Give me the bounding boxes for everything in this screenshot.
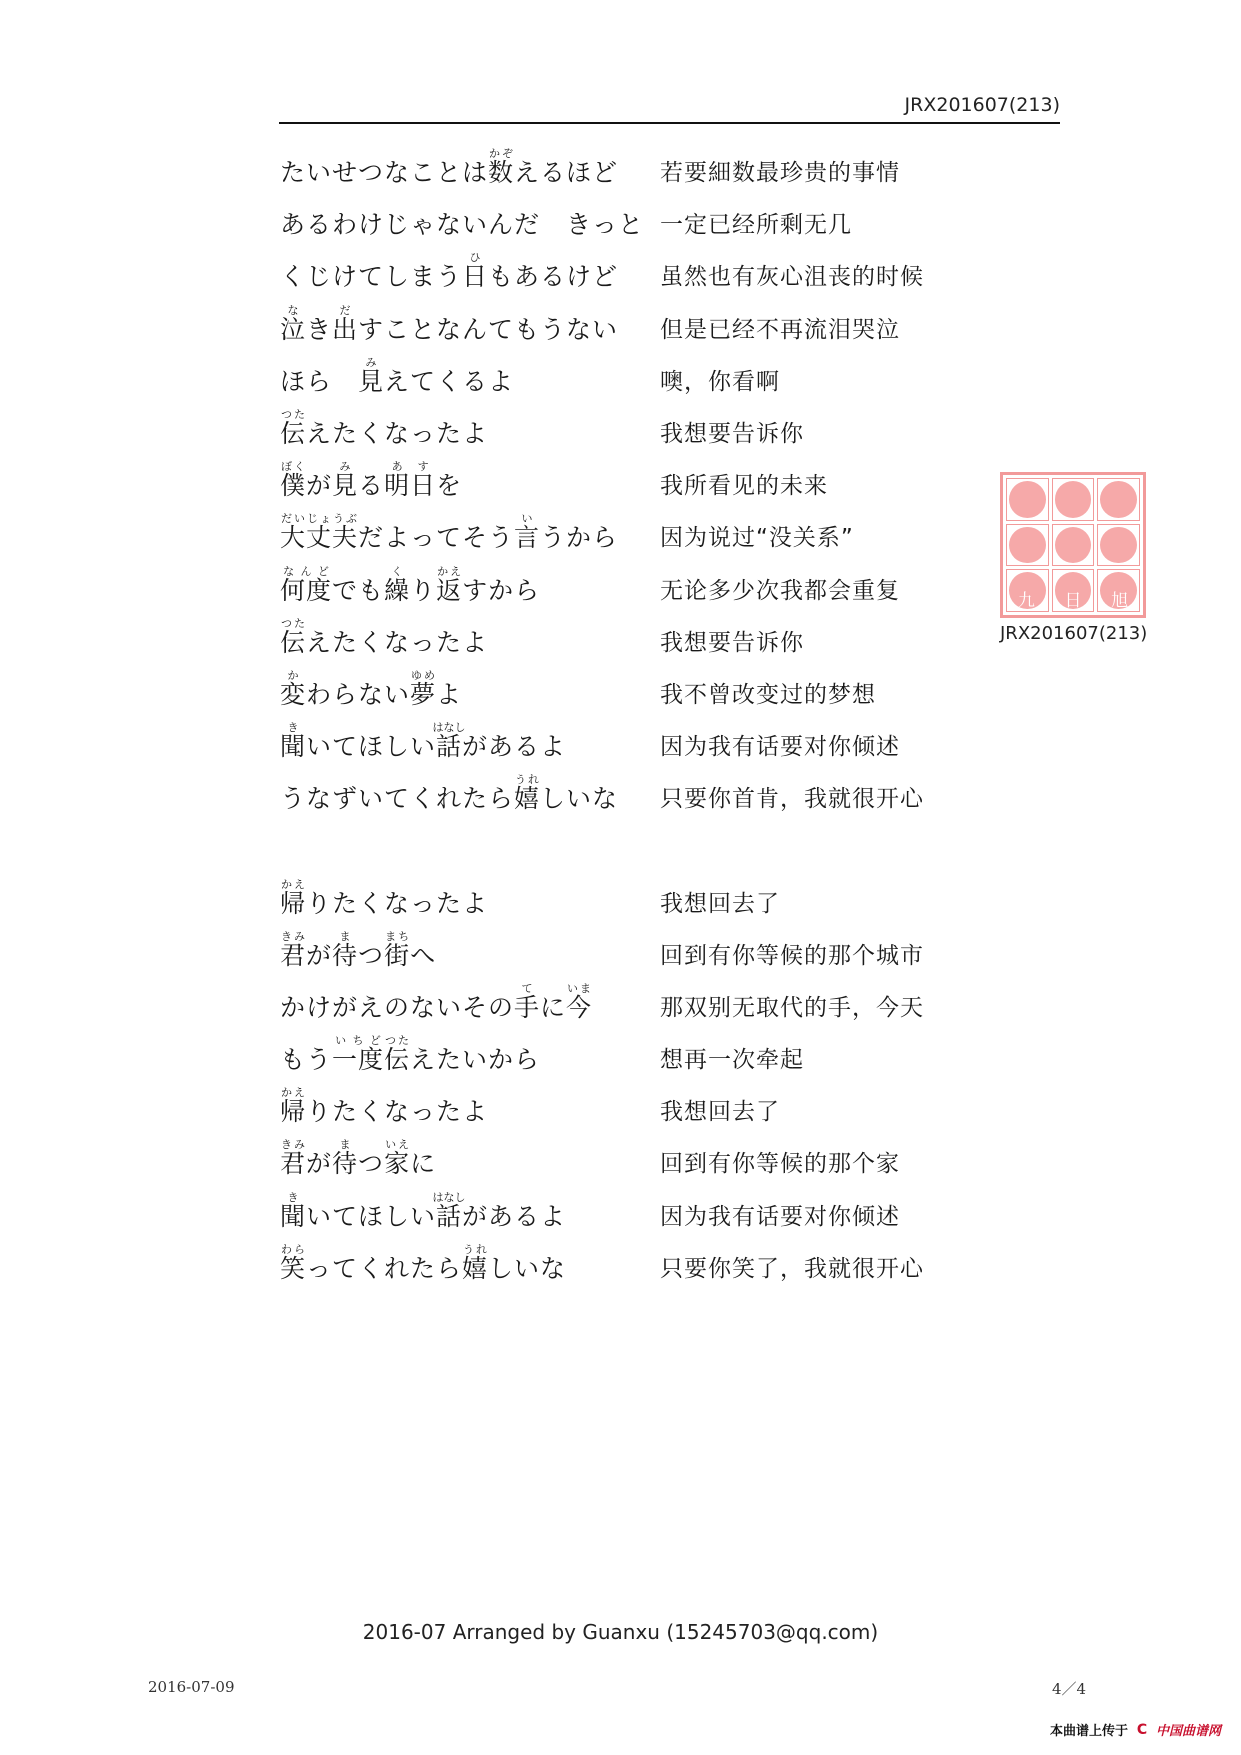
furigana-word: 見み xyxy=(358,356,385,396)
seal-cell xyxy=(1006,524,1049,567)
lyric-japanese: ほら 見みえてくるよ xyxy=(280,356,515,396)
furigana-reading: いま xyxy=(566,982,593,995)
lyric-line xyxy=(280,299,1000,345)
lyric-japanese: 伝つたえたくなったよ xyxy=(280,617,489,657)
furigana-reading: はなし xyxy=(432,721,466,734)
furigana-reading: て xyxy=(514,982,541,995)
furigana-word: 待ま xyxy=(332,1138,359,1178)
furigana-reading: き xyxy=(280,1191,306,1204)
seal-cell xyxy=(1052,524,1095,567)
lyric-line xyxy=(280,925,1000,971)
lyric-japanese: くじけてしまう日ひもあるけど xyxy=(280,251,619,291)
lyric-japanese: 僕ぼくが見みる明日あすを xyxy=(280,460,463,500)
furigana-reading: だいじょうぶ xyxy=(280,512,359,525)
furigana-reading: み xyxy=(332,460,359,473)
furigana-word: 笑わら xyxy=(280,1243,307,1283)
lyric-line xyxy=(280,403,1000,449)
lyric-chinese: 我想回去了 xyxy=(660,891,780,917)
lyric-japanese: 伝つたえたくなったよ xyxy=(280,408,489,448)
lyric-chinese: 回到有你等候的那个家 xyxy=(660,1151,900,1177)
seal-dot xyxy=(1055,481,1092,518)
lyric-line xyxy=(280,560,1000,606)
lyric-line xyxy=(280,246,1000,292)
furigana-reading: かえ xyxy=(436,565,463,578)
furigana-word: 僕ぼく xyxy=(280,460,307,500)
furigana-word: 日ひ xyxy=(462,251,489,291)
furigana-reading: だ xyxy=(332,304,359,317)
arranger-credit: 2016-07 Arranged by Guanxu (15245703@qq.com) xyxy=(362,1620,879,1644)
furigana-word: 何度なんど xyxy=(280,565,333,605)
furigana-word: 帰かえ xyxy=(280,1086,307,1126)
furigana-reading: かえ xyxy=(280,1086,307,1099)
furigana-word: 話はなし xyxy=(432,721,466,761)
furigana-reading: き xyxy=(280,721,306,734)
furigana-reading: ぼく xyxy=(280,460,307,473)
lyric-chinese: 那双别无取代的手，今天 xyxy=(660,995,924,1021)
footer-date: 2016-07-09 xyxy=(148,1678,235,1696)
lyric-line xyxy=(280,977,1000,1023)
furigana-word: 変か xyxy=(280,669,307,709)
lyric-chinese: 我想回去了 xyxy=(660,1099,780,1125)
furigana-reading: きみ xyxy=(280,930,307,943)
lyric-line xyxy=(280,716,1000,762)
furigana-reading: か xyxy=(280,669,306,682)
furigana-word: 一度いちど xyxy=(332,1034,385,1074)
furigana-word: 伝つた xyxy=(280,408,307,448)
lyric-chinese: 因为说过“没关系” xyxy=(660,525,854,551)
furigana-word: 返かえ xyxy=(436,565,463,605)
seal-dot xyxy=(1100,527,1137,564)
furigana-word: 帰かえ xyxy=(280,878,307,918)
furigana-reading: わら xyxy=(280,1243,307,1256)
furigana-reading: つた xyxy=(280,408,307,421)
lyric-line xyxy=(280,142,1000,188)
furigana-word: 明日あす xyxy=(384,460,437,500)
seal-cell xyxy=(1006,478,1049,521)
furigana-reading: ま xyxy=(332,930,359,943)
lyric-line xyxy=(280,1029,1000,1075)
furigana-word: 話はなし xyxy=(432,1191,466,1231)
lyric-japanese: うなずいてくれたら嬉うれしいな xyxy=(280,773,619,813)
furigana-word: 今いま xyxy=(566,982,593,1022)
lyric-line xyxy=(280,1133,1000,1179)
lyric-japanese: 君きみが待まつ街まちへ xyxy=(280,930,437,970)
lyric-chinese: 一定已经所剩无几 xyxy=(660,212,852,238)
furigana-reading: ゆめ xyxy=(410,669,437,682)
lyric-japanese: 笑わらってくれたら嬉うれしいな xyxy=(280,1243,567,1283)
lyric-chinese: 因为我有话要对你倾述 xyxy=(660,1204,900,1230)
lyric-chinese: 因为我有话要对你倾述 xyxy=(660,734,900,760)
lyric-japanese: たいせつなことは数かぞえるほど xyxy=(280,147,619,187)
seal-stamp xyxy=(1000,472,1146,618)
lyric-japanese: 聞きいてほしい話はなしがあるよ xyxy=(280,1191,567,1231)
lyric-line xyxy=(280,194,1000,240)
lyric-line xyxy=(280,873,1000,919)
seal-cell xyxy=(1097,478,1140,521)
seal-dot xyxy=(1009,527,1046,564)
furigana-word: 聞き xyxy=(280,1191,307,1231)
lyric-chinese: 我想要告诉你 xyxy=(660,421,804,447)
lyric-chinese: 但是已经不再流泪哭泣 xyxy=(660,317,900,343)
lyric-chinese: 噢，你看啊 xyxy=(660,369,780,395)
furigana-reading: なんど xyxy=(280,565,332,578)
furigana-reading: つた xyxy=(280,617,307,630)
lyric-chinese: 我不曾改变过的梦想 xyxy=(660,682,876,708)
seal-dot xyxy=(1009,481,1046,518)
furigana-reading: はなし xyxy=(432,1191,466,1204)
furigana-reading: ま xyxy=(332,1138,359,1151)
lyric-japanese: 変かわらない夢ゆめよ xyxy=(280,669,463,709)
furigana-reading: いちど xyxy=(332,1034,385,1047)
lyric-line xyxy=(280,1238,1000,1284)
lyric-line xyxy=(280,455,1000,501)
lyric-japanese: 帰かえりたくなったよ xyxy=(280,1086,489,1126)
furigana-word: 街まち xyxy=(384,930,411,970)
furigana-reading: い xyxy=(514,512,541,525)
furigana-word: 見み xyxy=(332,460,359,500)
furigana-word: 伝つた xyxy=(280,617,307,657)
lyric-line xyxy=(280,1186,1000,1232)
lyric-japanese: 君きみが待まつ家いえに xyxy=(280,1138,437,1178)
seal-cell xyxy=(1052,478,1095,521)
lyric-chinese: 想再一次牵起 xyxy=(660,1047,804,1073)
furigana-word: 数かぞ xyxy=(488,147,515,187)
header-rule xyxy=(279,122,1060,124)
lyric-chinese: 只要你首肯，我就很开心 xyxy=(660,786,924,812)
lyric-line xyxy=(280,612,1000,658)
furigana-reading: あす xyxy=(384,460,437,473)
furigana-reading: うれ xyxy=(514,773,541,786)
seal-character: 九 xyxy=(1017,591,1035,611)
seal-character: 日 xyxy=(1064,591,1082,611)
page-number: 4／4 xyxy=(1052,1680,1087,1698)
furigana-word: 大丈夫だいじょうぶ xyxy=(280,512,359,552)
furigana-reading: ひ xyxy=(462,251,489,264)
furigana-word: 繰く xyxy=(384,565,411,605)
lyric-line xyxy=(280,507,1000,553)
lyric-chinese: 我所看见的未来 xyxy=(660,473,828,499)
lyric-japanese: 何度なんどでも繰くり返かえすから xyxy=(280,565,541,605)
lyric-chinese: 回到有你等候的那个城市 xyxy=(660,943,924,969)
lyric-line xyxy=(280,664,1000,710)
lyric-line xyxy=(280,768,1000,814)
furigana-reading: つた xyxy=(384,1034,411,1047)
lyric-japanese: 大丈夫だいじょうぶだよってそう言いうから xyxy=(280,512,619,552)
lyric-japanese: 聞きいてほしい話はなしがあるよ xyxy=(280,721,567,761)
furigana-reading: み xyxy=(358,356,385,369)
furigana-word: 聞き xyxy=(280,721,307,761)
furigana-word: 家いえ xyxy=(384,1138,411,1178)
lyric-japanese: かけがえのないその手てに今いま xyxy=(280,982,593,1022)
furigana-word: 泣な xyxy=(280,304,307,344)
furigana-word: 出だ xyxy=(332,304,359,344)
furigana-word: 君きみ xyxy=(280,930,307,970)
lyric-japanese: あるわけじゃないんだ きっと xyxy=(280,210,645,239)
furigana-word: 手て xyxy=(514,982,541,1022)
furigana-reading: かえ xyxy=(280,878,307,891)
furigana-word: 嬉うれ xyxy=(514,773,541,813)
seal-dot xyxy=(1100,481,1137,518)
lyric-chinese: 若要細数最珍贵的事情 xyxy=(660,160,900,186)
upload-label: 本曲谱上传于 xyxy=(1049,1724,1128,1739)
furigana-word: 待ま xyxy=(332,930,359,970)
lyric-line xyxy=(280,1081,1000,1127)
lyric-chinese: 无论多少次我都会重复 xyxy=(660,578,900,604)
seal-dot xyxy=(1055,527,1092,564)
furigana-reading: まち xyxy=(384,930,411,943)
furigana-reading: うれ xyxy=(462,1243,489,1256)
lyric-chinese: 我想要告诉你 xyxy=(660,630,804,656)
furigana-reading: く xyxy=(384,565,411,578)
lyric-chinese: 虽然也有灰心沮丧的时候 xyxy=(660,264,924,290)
lyric-chinese: 只要你笑了，我就很开心 xyxy=(660,1256,924,1282)
seal-character: 旭 xyxy=(1111,591,1129,611)
lyric-japanese: 帰かえりたくなったよ xyxy=(280,878,489,918)
furigana-word: 伝つた xyxy=(384,1034,411,1074)
document-code: JRX201607(213) xyxy=(904,94,1060,116)
furigana-reading: きみ xyxy=(280,1138,307,1151)
site-logo-icon: C xyxy=(1136,1721,1148,1738)
furigana-word: 嬉うれ xyxy=(462,1243,489,1283)
upload-site-name[interactable]: 中国曲谱网 xyxy=(1155,1724,1221,1739)
lyric-japanese: 泣なき出だすことなんてもうない xyxy=(280,304,619,344)
furigana-word: 君きみ xyxy=(280,1138,307,1178)
furigana-reading: な xyxy=(280,304,306,317)
seal-code: JRX201607(213) xyxy=(1000,623,1148,644)
furigana-reading: かぞ xyxy=(488,147,515,160)
furigana-reading: いえ xyxy=(384,1138,411,1151)
furigana-word: 言い xyxy=(514,512,541,552)
furigana-word: 夢ゆめ xyxy=(410,669,437,709)
lyric-japanese: もう一度いちど伝つたえたいから xyxy=(280,1034,541,1074)
seal-cell xyxy=(1097,524,1140,567)
upload-banner[interactable] xyxy=(1050,1720,1221,1739)
lyric-line xyxy=(280,351,1000,397)
